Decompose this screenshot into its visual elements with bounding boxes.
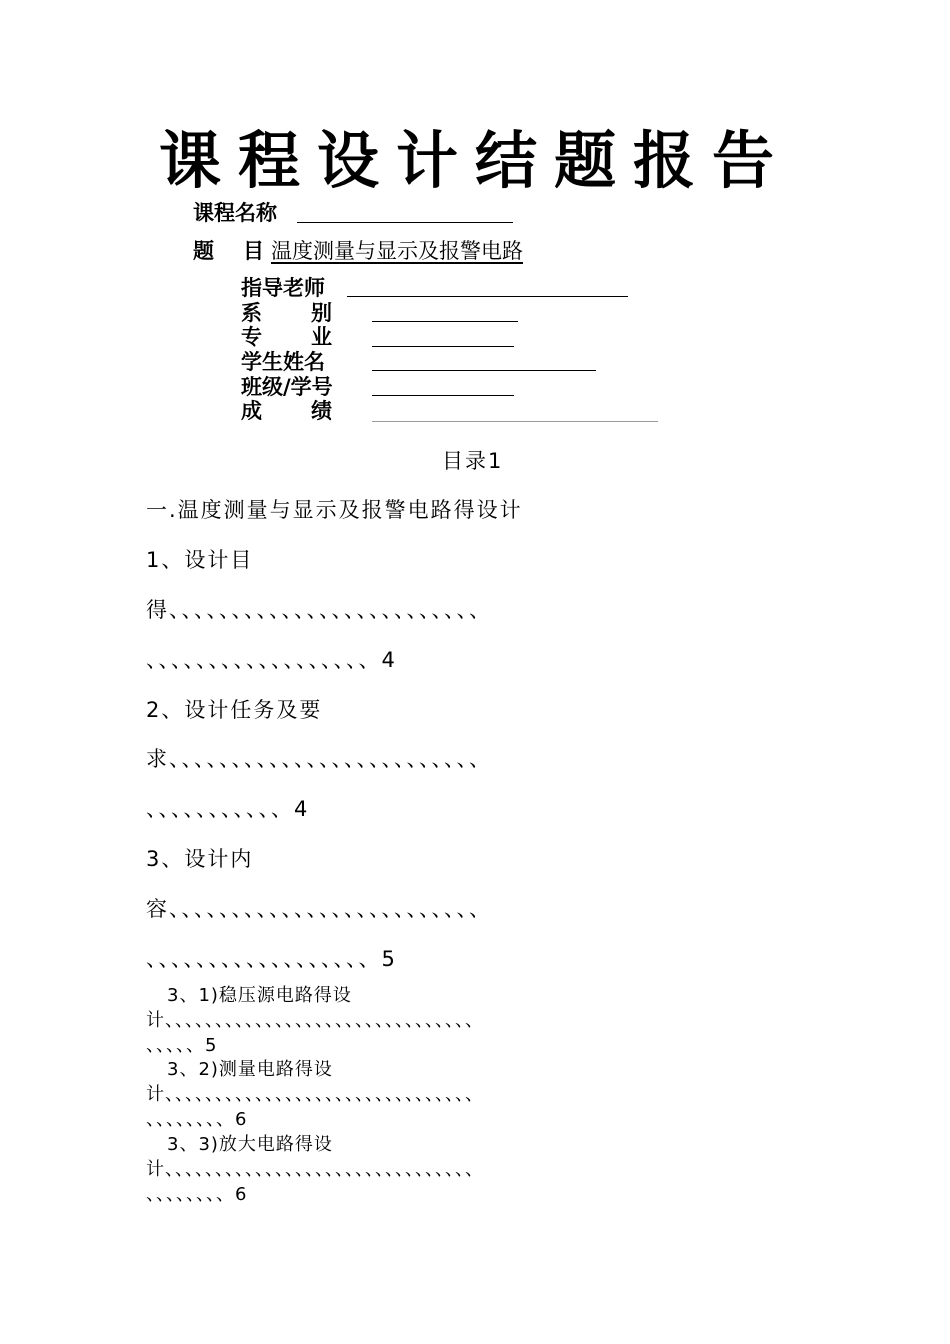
toc-heading: 目录1: [442, 449, 504, 473]
toc-entry-3-line-2[interactable]: 容、、、、、、、、、、、、、、、、、、、、、、、、、: [146, 897, 492, 921]
toc-sub-1-line-2[interactable]: 计、、、、、、、、、、、、、、、、、、、、、、、、、、、、、、、: [146, 1010, 484, 1031]
topic-label-char-2: 目: [243, 239, 264, 263]
department-line[interactable]: [372, 321, 518, 322]
topic-value: 温度测量与显示及报警电路: [271, 239, 523, 263]
course-name-line[interactable]: [297, 222, 513, 223]
grade-label-char-1: 成: [241, 399, 262, 423]
advisor-line[interactable]: [347, 296, 628, 297]
toc-sub-1-line-1[interactable]: 3、1)稳压源电路得设: [167, 985, 352, 1006]
major-label-char-1: 专: [241, 325, 262, 349]
student-name-label: 学生姓名: [241, 350, 325, 374]
department-label-char-1: 系: [241, 301, 262, 325]
class-id-label: 班级/学号: [241, 375, 333, 399]
toc-sub-1-line-3[interactable]: 、、、、、5: [146, 1035, 218, 1056]
class-id-line[interactable]: [372, 395, 514, 396]
toc-sub-3-line-3[interactable]: 、、、、、、、、6: [146, 1184, 248, 1205]
toc-sub-3-line-2[interactable]: 计、、、、、、、、、、、、、、、、、、、、、、、、、、、、、、、: [146, 1159, 484, 1180]
toc-entry-1-line-3[interactable]: 、、、、、、、、、、、、、、、、、、4: [146, 648, 397, 672]
department-label-char-2: 别: [311, 301, 332, 325]
grade-label-char-2: 绩: [311, 399, 332, 423]
major-line[interactable]: [372, 346, 514, 347]
toc-sub-2-line-1[interactable]: 3、2)测量电路得设: [167, 1059, 333, 1080]
toc-entry-2-line-3[interactable]: 、、、、、、、、、、、4: [146, 797, 310, 821]
toc-sub-3-line-1[interactable]: 3、3)放大电路得设: [167, 1134, 333, 1155]
toc-entry-3-line-3[interactable]: 、、、、、、、、、、、、、、、、、、5: [146, 947, 397, 971]
toc-entry-2-line-1[interactable]: 2、设计任务及要: [146, 698, 323, 722]
topic-label-char-1: 题: [193, 239, 214, 263]
report-title: 课程设计结题报告: [158, 124, 791, 197]
grade-line[interactable]: [372, 421, 658, 422]
course-name-label: 课程名称: [193, 201, 277, 225]
advisor-label: 指导老师: [241, 276, 325, 300]
toc-sub-2-line-2[interactable]: 计、、、、、、、、、、、、、、、、、、、、、、、、、、、、、、、: [146, 1084, 484, 1105]
toc-sub-2-line-3[interactable]: 、、、、、、、、6: [146, 1109, 248, 1130]
toc-entry-2-line-2[interactable]: 求、、、、、、、、、、、、、、、、、、、、、、、、、: [146, 747, 492, 771]
toc-entry-1-line-1[interactable]: 1、设计目: [146, 548, 254, 572]
toc-entry-3-line-1[interactable]: 3、设计内: [146, 847, 254, 871]
toc-section-title[interactable]: 一.温度测量与显示及报警电路得设计: [146, 498, 523, 522]
toc-entry-1-line-2[interactable]: 得、、、、、、、、、、、、、、、、、、、、、、、、、: [146, 598, 492, 622]
major-label-char-2: 业: [311, 325, 332, 349]
student-name-line[interactable]: [372, 370, 596, 371]
